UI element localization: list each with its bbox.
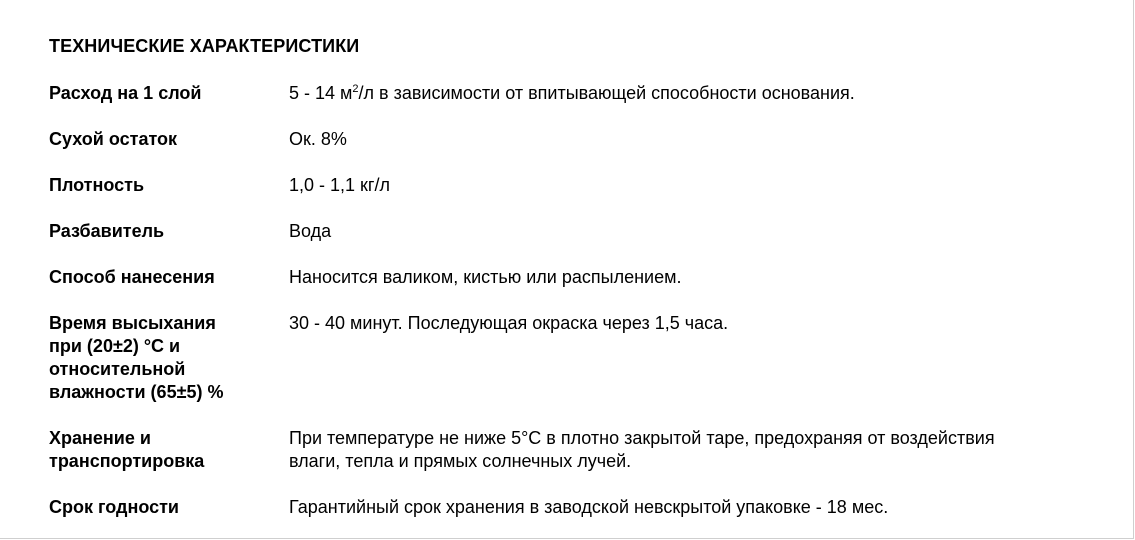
spec-label: Срок годности xyxy=(49,497,179,517)
superscript-2: 2 xyxy=(352,83,359,95)
spec-label-line: Хранение и xyxy=(49,428,151,448)
spec-label-line: при (20±2) °С и xyxy=(49,336,181,356)
spec-label: Способ нанесения xyxy=(49,267,215,287)
spec-value xyxy=(289,427,1109,473)
spec-label-line: влажности (65±5) % xyxy=(49,382,224,402)
spec-value xyxy=(289,82,1109,105)
spec-label: Сухой остаток xyxy=(49,129,178,149)
spec-value: Гарантийный срок хранения в заводской невскрытой упаковке - 18 мес. xyxy=(289,497,889,517)
spec-label-line: транспортировка xyxy=(49,451,205,471)
spec-label: Плотность xyxy=(49,175,145,195)
spec-label xyxy=(49,427,279,473)
spec-value: 30 - 40 минут. Последующая окраска через 1,5 часа. xyxy=(289,313,729,333)
spec-value-part: 5 - 14 м xyxy=(289,83,353,103)
spec-label xyxy=(49,312,279,404)
spec-value-line: влаги, тепла и прямых солнечных лучей. xyxy=(289,451,632,471)
spec-label: Расход на 1 слой xyxy=(49,83,202,103)
spec-value-part: /л в зависимости от впитывающей способности основания. xyxy=(358,83,855,103)
spec-value: Ок. 8% xyxy=(289,129,347,149)
spec-label-line: Время высыхания xyxy=(49,313,216,333)
spec-label: Разбавитель xyxy=(49,221,165,241)
section-title: ТЕХНИЧЕСКИЕ ХАРАКТЕРИСТИКИ xyxy=(49,36,360,56)
spec-value: Наносится валиком, кистью или распылением. xyxy=(289,267,682,287)
spec-value-line: При температуре не ниже 5°С в плотно закрытой таре, предохраняя от воздействия xyxy=(289,428,995,448)
spec-value: 1,0 - 1,1 кг/л xyxy=(289,175,390,195)
spec-label-line: относительной xyxy=(49,359,186,379)
spec-value: Вода xyxy=(289,221,332,241)
